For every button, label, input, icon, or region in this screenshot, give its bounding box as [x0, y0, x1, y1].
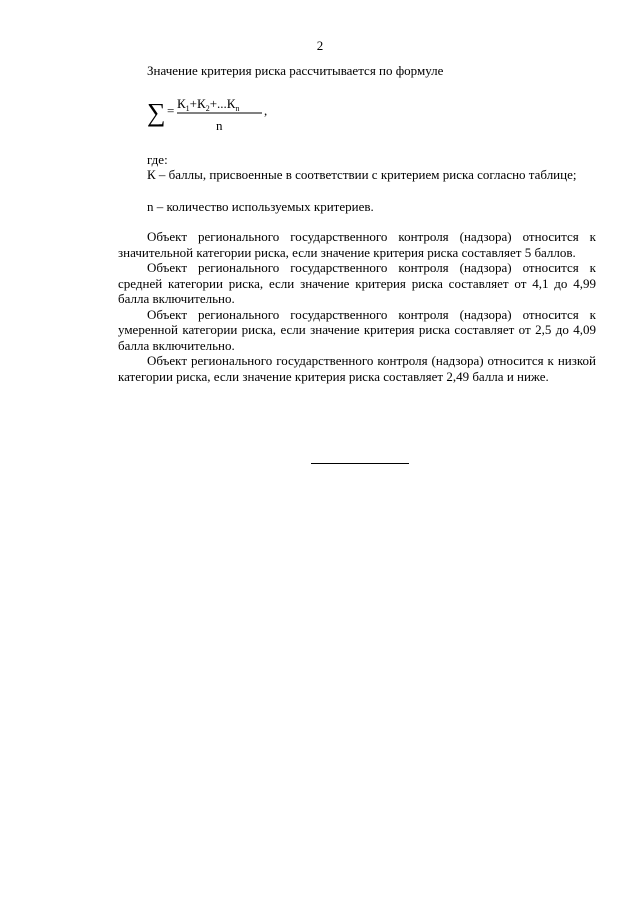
- definition-k: К – баллы, присвоенные в соответствии с критерием риска согласно таблице;: [147, 167, 577, 182]
- paragraph-significant: Объект регионального государственного контроля (надзора) относится к значительной категории риска, если значение критерия риска составляет 5 баллов.: [118, 229, 596, 260]
- end-line: [311, 463, 409, 464]
- formula-denominator: n: [216, 118, 223, 133]
- risk-categories: [118, 229, 596, 384]
- where-label: где:: [147, 152, 168, 167]
- formula-comma: ,: [264, 103, 268, 118]
- sum-symbol: ∑: [147, 98, 166, 127]
- definition-n: n – количество используемых критериев.: [147, 199, 374, 214]
- paragraph-medium: Объект регионального государственного контроля (надзора) относится к средней категории риска, если значение критерия риска составляет от 4,1 до 4,99 балла включительно.: [118, 260, 596, 306]
- page-number: 2: [316, 38, 324, 53]
- formula-numerator: $К_1+К_2+...К_n$: [177, 96, 240, 113]
- paragraph-moderate: Объект регионального государственного контроля (надзора) относится к умеренной категории риска, если значение критерия риска составляет от 2,5 до 4,09 балла включительно.: [118, 306, 596, 353]
- equals-sign: =: [167, 103, 175, 118]
- risk-formula: [147, 91, 347, 141]
- paragraph-low: Объект регионального государственного контроля (надзора) относится к низкой категории риска, если значение критерия риска составляет 2,49 балла и ниже.: [118, 353, 596, 384]
- formula-intro: Значение критерия риска рассчитывается по формуле: [147, 63, 444, 78]
